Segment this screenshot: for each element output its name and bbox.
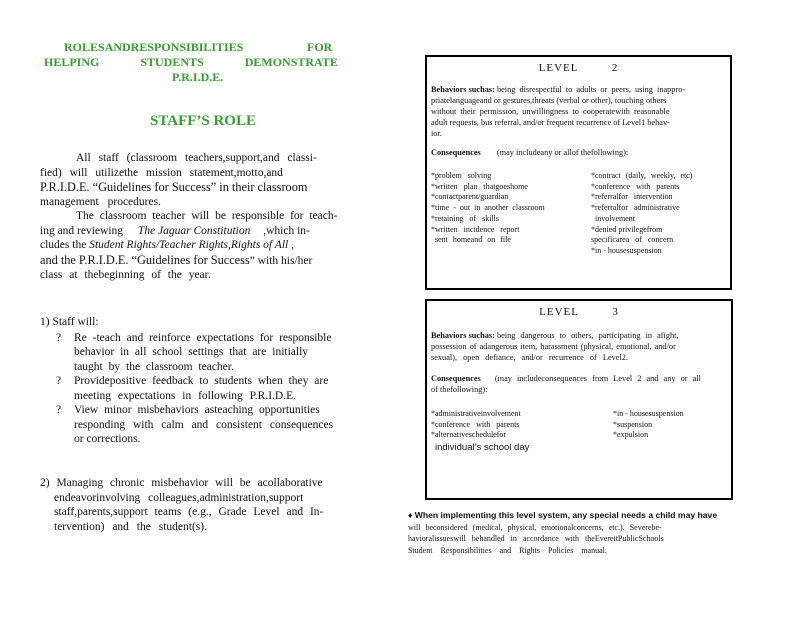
- level-3-title: LEVEL 3: [539, 306, 619, 318]
- level-2-consequences-right: *contract (daily, weekly, etc) *conference with parents *referralfor intervention *referralfor administrative involvement *denied privilegefrom specificarea of concern *in - housesuspension: [591, 171, 693, 255]
- staff-will-item: ? View minor misbehaviors asteaching opportunities responding with calm and consistent consequences or corrections.: [56, 404, 334, 445]
- staff-will-item: ? Providepositive feedback to students when they are meeting expectations in following P.R.I.D.E.: [56, 375, 329, 402]
- level-3-consequences-intro: Consequences (may includeconsequences from Level 2 and any or all of thefollowing):: [431, 374, 701, 394]
- level-2-consequences-intro: Consequences (may includeany or allof thefollowing):: [431, 148, 629, 157]
- heading-line-3: P.R.I.D.E.: [172, 70, 224, 84]
- managing-section: 2) Managing chronic misbehavior will be acollaborative endeavorinvolving colleagues,administration,support staff,parents,support teams (e.g., Grade Level and In- tervention) and the student(s).: [40, 477, 324, 533]
- level-3-consequences-right: *in - housesuspension *suspension *expulsion: [613, 409, 684, 440]
- level-2-consequences-left: *problem solving *written plan thatgoeshome *contactparent/guardian *time - out in another classroom *retaining of skills *written incidence report sent homeand on file: [431, 171, 545, 245]
- level-3-box: [425, 299, 733, 500]
- heading-line-2: HELPING STUDENTS DEMONSTRATE: [44, 55, 338, 69]
- level-3-consequences-left: *administrativeinvolvement *conference with parents *alternativeschedulefor individual’s school day: [431, 409, 530, 454]
- staff-will-heading: 1) Staff will:: [40, 316, 99, 328]
- level-2-behaviors: Behaviors suchas: being disrespectful to adults or peers, using inappro- priatelanguageand or gestures,threats (verbal or other), touching others without their permission, unwillingness to cooperatewith reasonable adult requests, bus referral, and/or frequent recurrence of Level1 behav- ior.: [431, 85, 686, 138]
- staff-will-section: [40, 315, 370, 447]
- level-2-box: [425, 55, 732, 290]
- level-2-title: LEVEL 2: [538, 62, 619, 74]
- staff-will-item: ? Re -teach and reinforce expectations for responsible behavior in all school settings that are initially taught by the classroom teacher.: [56, 331, 332, 373]
- intro-text: All staff (classroom teachers,support,and classi- fied) will utilizethe mission statement,motto,and P.R.I.D.E. “Guidelines for Success” in their classroom management procedures. The classroom teacher will be responsible for teach- ing and reviewing The Jaguar Constitution ,which in- cludes the Student Rights/Teacher Rights,Rights of All , and the P.R.I.D.E. “Guidelines for Success” with his/her class at thebeginning of the year.: [40, 152, 338, 281]
- special-needs-note: ♦ When implementing this level system, any special needs a child may have will beconsidered (medical, physical, emotionalconcerns, etc.). Severebe- havioralissueswill behandled in accordance with theEverettPublicSchools Student Responsibilities and Rights Policies manual.: [408, 510, 718, 555]
- document-heading: [44, 40, 344, 85]
- heading-line-1: ROLESANDRESPONSIBILITIES FOR: [64, 40, 333, 54]
- level-3-behaviors: Behaviors suchas: being dangerous to others, participating in afight, possession of adangerous item, harassment (physical, emotional, and/or sexual), open defiance, and/or recurrence of Level2.: [431, 331, 679, 362]
- staff-role-title: STAFF’S ROLE: [150, 113, 256, 129]
